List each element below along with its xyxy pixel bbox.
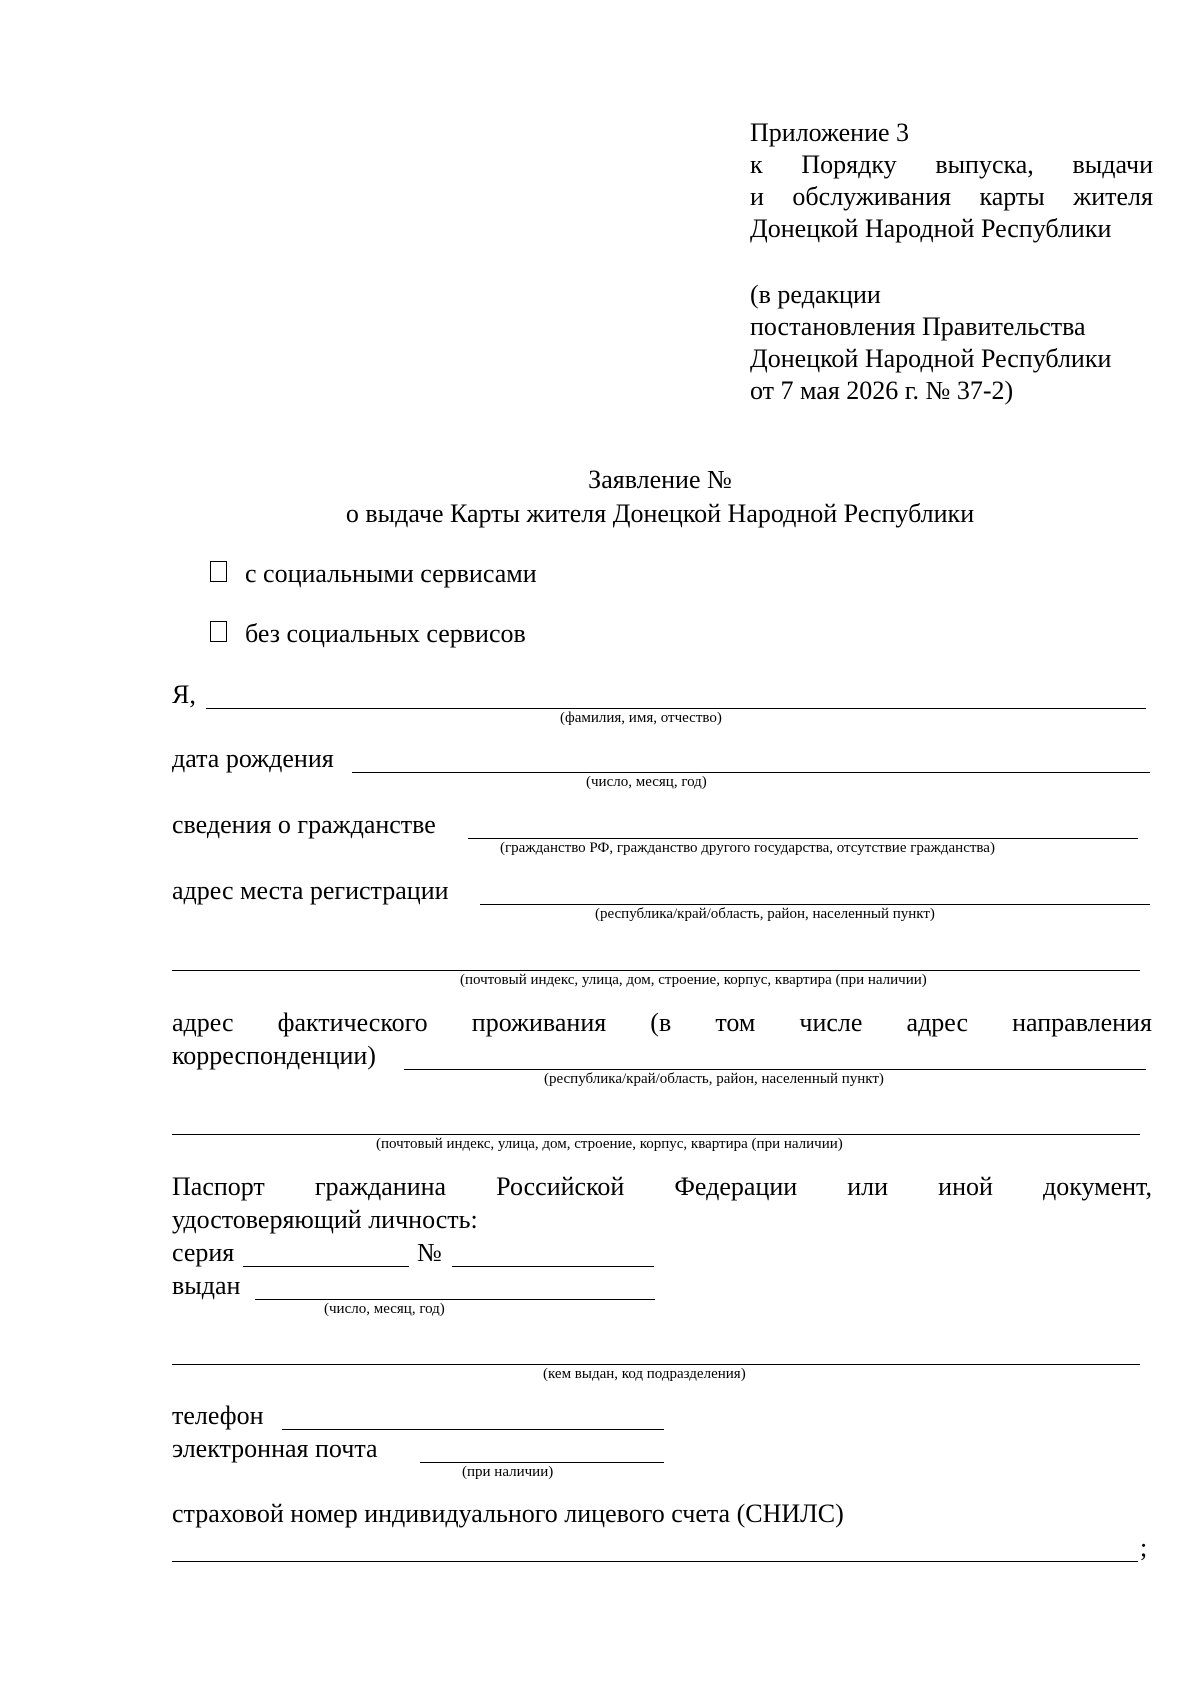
- checkbox-with-services[interactable]: [210, 561, 227, 582]
- appendix-word: выдачи: [1072, 150, 1153, 179]
- passport-word: иной: [938, 1172, 993, 1201]
- citizenship-field[interactable]: [468, 838, 1138, 839]
- passport-word: Российской: [496, 1172, 625, 1201]
- actual-address-word: проживания: [471, 1008, 607, 1037]
- email-label: электронная почта: [172, 1434, 378, 1463]
- option-without-services-label: без социальных сервисов: [245, 619, 526, 648]
- passport-word: или: [847, 1172, 889, 1201]
- issued-date-hint: (число, месяц, год): [324, 1301, 445, 1317]
- actual-address-word: (в: [650, 1008, 672, 1037]
- actual-address-word: направления: [1012, 1008, 1152, 1037]
- appendix-line-2: [750, 150, 1153, 180]
- passport-word: Федерации: [674, 1172, 798, 1201]
- registration-address-hint: (республика/край/область, район, населенный пункт): [595, 906, 935, 922]
- actual-address-hint-2: (почтовый индекс, улица, дом, строение, корпус, квартира (при наличии): [376, 1136, 843, 1152]
- registration-address-label: адрес места регистрации: [172, 876, 449, 905]
- option-with-services-label: с социальными сервисами: [245, 559, 537, 588]
- appendix-line-3: [750, 182, 1153, 212]
- actual-address-word: фактического: [277, 1008, 428, 1037]
- actual-address-field[interactable]: [404, 1069, 1146, 1070]
- appendix-word: выпуска,: [935, 150, 1034, 179]
- phone-field[interactable]: [282, 1429, 664, 1430]
- birth-date-field[interactable]: [352, 772, 1150, 773]
- actual-address-word: адрес: [906, 1008, 969, 1037]
- i-label: Я,: [172, 680, 196, 709]
- registration-address-field[interactable]: [480, 904, 1150, 905]
- appendix-word: к: [750, 150, 763, 179]
- series-label: серия: [172, 1238, 235, 1267]
- citizenship-label: сведения о гражданстве: [172, 810, 436, 839]
- actual-address-label-line-2: корреспонденции): [172, 1041, 376, 1070]
- number-label: №: [417, 1238, 442, 1267]
- appendix-word: жителя: [1073, 182, 1153, 211]
- birth-date-hint: (число, месяц, год): [586, 774, 707, 790]
- birth-date-label: дата рождения: [172, 744, 334, 773]
- series-field[interactable]: [243, 1266, 409, 1267]
- snils-field[interactable]: [172, 1561, 1138, 1562]
- number-field[interactable]: [452, 1266, 654, 1267]
- edition-line-4: от 7 мая 2026 г. № 37-2): [750, 376, 1014, 405]
- appendix-word: Порядку: [801, 150, 897, 179]
- passport-word: документ,: [1042, 1172, 1152, 1201]
- actual-address-field-2[interactable]: [172, 1134, 1140, 1135]
- passport-word: гражданина: [314, 1172, 447, 1201]
- passport-label-line-1: [172, 1172, 1152, 1202]
- phone-label: телефон: [172, 1401, 264, 1430]
- full-name-field[interactable]: [206, 708, 1146, 709]
- checkbox-without-services[interactable]: [210, 621, 227, 642]
- page-title: Заявление №: [588, 465, 732, 494]
- actual-address-label-line-1: [172, 1008, 1152, 1038]
- snils-end-semicolon: ;: [1140, 1533, 1148, 1562]
- edition-line-3: Донецкой Народной Республики: [750, 344, 1112, 373]
- actual-address-word: числе: [799, 1008, 863, 1037]
- issued-by-hint: (кем выдан, код подразделения): [543, 1366, 746, 1382]
- passport-label-line-2: удостоверяющий личность:: [172, 1205, 478, 1234]
- page-subtitle: о выдаче Карты жителя Донецкой Народной Республики: [345, 499, 975, 528]
- actual-address-hint: (республика/край/область, район, населенный пункт): [544, 1071, 884, 1087]
- edition-line-1: (в редакции: [750, 280, 881, 309]
- appendix-word: карты: [979, 182, 1045, 211]
- issued-date-field[interactable]: [255, 1299, 655, 1300]
- appendix-word: и: [750, 182, 764, 211]
- issued-label: выдан: [172, 1271, 241, 1300]
- appendix-line-4: Донецкой Народной Республики: [750, 214, 1112, 243]
- appendix-number: Приложение 3: [750, 118, 910, 147]
- snils-label: страховой номер индивидуального лицевого счета (СНИЛС): [172, 1499, 844, 1528]
- passport-word: Паспорт: [172, 1172, 265, 1201]
- appendix-word: обслуживания: [792, 182, 951, 211]
- citizenship-hint: (гражданство РФ, гражданство другого государства, отсутствие гражданства): [500, 840, 995, 856]
- email-hint: (при наличии): [462, 1464, 554, 1480]
- email-field[interactable]: [420, 1462, 664, 1463]
- issued-by-field[interactable]: [172, 1364, 1140, 1365]
- registration-address-field-2[interactable]: [172, 970, 1140, 971]
- registration-address-hint-2: (почтовый индекс, улица, дом, строение, корпус, квартира (при наличии): [460, 972, 927, 988]
- actual-address-word: адрес: [172, 1008, 234, 1037]
- full-name-hint: (фамилия, имя, отчество): [560, 710, 722, 726]
- edition-line-2: постановления Правительства: [750, 312, 1086, 341]
- actual-address-word: том: [715, 1008, 756, 1037]
